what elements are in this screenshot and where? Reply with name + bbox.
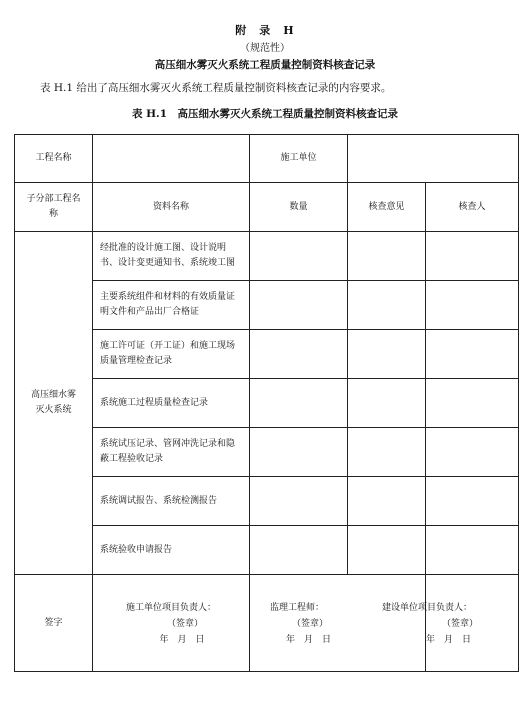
quantity-cell[interactable]: [250, 232, 348, 281]
reviewer-cell[interactable]: [426, 330, 519, 379]
signature-row: [15, 575, 519, 672]
signature-date: 年 月 日: [159, 635, 205, 645]
reviewer-cell[interactable]: [426, 232, 519, 281]
signature-role: 监理工程师：: [270, 603, 325, 613]
quantity-cell[interactable]: [250, 281, 348, 330]
header-row: [15, 183, 519, 232]
document-item: 主要系统组件和材料的有效质量证明文件和产品出厂合格证: [93, 281, 250, 330]
document-item: 系统施工过程质量检查记录: [93, 379, 250, 428]
signature-construction[interactable]: [93, 575, 250, 672]
signature-seal: （签章）: [442, 619, 479, 629]
project-name-row: [15, 135, 519, 183]
column-review-opinion: 核查意见: [348, 183, 426, 232]
signature-owner[interactable]: [382, 575, 519, 672]
signature-role: 建设单位项目负责人：: [382, 603, 473, 613]
table-row: [15, 232, 519, 281]
review-opinion-cell[interactable]: [348, 428, 426, 477]
quantity-cell[interactable]: [250, 330, 348, 379]
document-item: 系统验收申请报告: [93, 526, 250, 575]
review-opinion-cell[interactable]: [348, 477, 426, 526]
construction-unit-value[interactable]: [348, 135, 519, 183]
document-item: 系统调试报告、系统检测报告: [93, 477, 250, 526]
quantity-cell[interactable]: [250, 428, 348, 477]
review-opinion-cell[interactable]: [348, 330, 426, 379]
quantity-cell[interactable]: [250, 526, 348, 575]
quantity-cell[interactable]: [250, 477, 348, 526]
document-item: 系统试压记录、管网冲洗记录和隐蔽工程验收记录: [93, 428, 250, 477]
signature-date: 年 月 日: [286, 635, 332, 645]
signature-seal: （签章）: [166, 619, 203, 629]
reviewer-cell[interactable]: [426, 379, 519, 428]
reviewer-cell[interactable]: [426, 526, 519, 575]
construction-unit-label: 施工单位: [250, 135, 348, 183]
signature-role: 施工单位项目负责人：: [125, 603, 216, 613]
reviewer-cell[interactable]: [426, 477, 519, 526]
reviewer-cell[interactable]: [426, 281, 519, 330]
quantity-cell[interactable]: [250, 379, 348, 428]
review-opinion-cell[interactable]: [348, 232, 426, 281]
signature-label: 签字: [15, 575, 93, 672]
appendix-heading: 高压细水雾灭火系统工程质量控制资料核查记录: [154, 59, 376, 71]
appendix-title: 附 录 H: [235, 24, 295, 37]
table-caption: 表 H.1 高压细水雾灭火系统工程质量控制资料核查记录: [131, 108, 399, 120]
subdivision-label: 子分部工程名称: [15, 183, 93, 232]
intro-paragraph: 表 H.1 给出了高压细水雾灭火系统工程质量控制资料核查记录的内容要求。: [40, 82, 392, 94]
review-opinion-cell[interactable]: [348, 281, 426, 330]
column-quantity: 数量: [250, 183, 348, 232]
column-reviewer: 核查人: [426, 183, 519, 232]
document-item: 施工许可证（开工证）和施工现场质量管理检查记录: [93, 330, 250, 379]
review-opinion-cell[interactable]: [348, 526, 426, 575]
system-label: 高压细水雾灭火系统: [15, 232, 93, 575]
review-opinion-cell[interactable]: [348, 379, 426, 428]
quality-record-table: [14, 134, 519, 672]
signature-seal: （签章）: [292, 619, 329, 629]
reviewer-cell[interactable]: [426, 428, 519, 477]
column-document-name: 资料名称: [93, 183, 250, 232]
project-name-value[interactable]: [93, 135, 250, 183]
signature-date: 年 月 日: [426, 635, 472, 645]
project-name-label: 工程名称: [15, 135, 93, 183]
document-item: 经批准的设计施工图、设计说明书、设计变更通知书、系统竣工图: [93, 232, 250, 281]
appendix-type: （规范性）: [240, 43, 290, 54]
